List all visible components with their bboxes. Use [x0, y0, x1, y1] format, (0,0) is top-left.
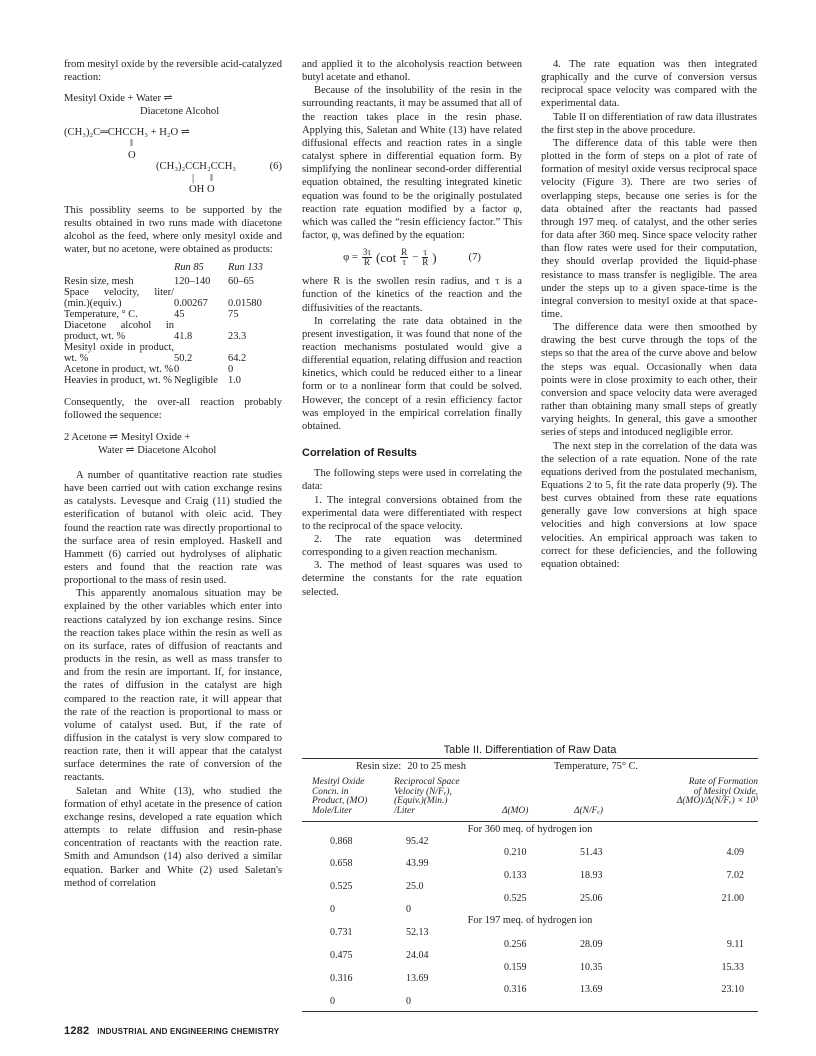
header-rate: Rate of Formation of Mesityl Oxide, Δ(MO)/Δ(N/Fᵥ) × 10³ — [676, 777, 758, 807]
cell-delta-mo: 0.133 — [504, 869, 527, 881]
table-row — [302, 984, 758, 995]
cell-empty — [502, 927, 558, 938]
cell-empty — [502, 836, 558, 847]
header-mo: Mesityl Oxide Concn. in Product, (MO) Mole/Liter — [312, 777, 368, 816]
journal-name: INDUSTRIAL AND ENGINEERING CHEMISTRY — [97, 1027, 280, 1036]
runs-row — [64, 276, 282, 287]
header-delta-nf: Δ(N/Fᵥ) — [574, 806, 603, 816]
page-number: 1282 — [64, 1025, 90, 1037]
cell-empty — [558, 904, 630, 915]
runs-value: Negligible — [174, 375, 218, 387]
runs-label: Mesityl oxide in product, wt. % — [64, 342, 174, 365]
equation-6 — [64, 127, 282, 196]
resin-size-label: Resin size: — [356, 761, 402, 772]
runs-label: Acetone in product, wt. % — [64, 364, 174, 376]
equation-line: ‖ — [130, 138, 133, 150]
cell-rate: 7.02 — [726, 869, 744, 881]
table-row — [302, 870, 758, 881]
equation-sequence — [64, 431, 282, 457]
cell-empty — [558, 927, 630, 938]
paragraph: 4. The rate equation was then integrated graphically and the curve of conversion versus reciprocal space velocity was compared with the experimental data. — [541, 59, 757, 110]
table-row — [302, 950, 758, 961]
runs-label: Resin size, mesh — [64, 276, 134, 288]
equation-7 — [302, 248, 522, 267]
table-body — [302, 822, 758, 1008]
cell-empty — [558, 881, 630, 892]
runs-value: 50.2 — [174, 353, 193, 365]
table-row — [302, 881, 758, 892]
table-row — [302, 904, 758, 915]
runs-row — [64, 342, 282, 364]
cell-empty — [630, 858, 758, 869]
cell-rate: 4.09 — [726, 847, 744, 858]
cell-rate: 9.11 — [726, 938, 744, 950]
equation-line: OH O — [189, 184, 215, 196]
table-row — [302, 927, 758, 938]
cell-delta-mo: 0.256 — [504, 938, 527, 950]
cell-empty — [302, 870, 394, 881]
table-group-heading: For 197 meq. of hydrogen ion — [467, 915, 593, 927]
paragraph: The difference data of this table were then plotted in the form of steps on a plot of rate of formation of mesityl oxide versus reciprocal space velocity (Figure 3). There are two series of overlapping steps, because one series is for the data obtained after the reactants had passed through 197 meq. of catalyst, and the other series for data after 360 meq. Since space velocity rather than flow rates were used for their computation, they should overlap provided the liquid-phase resistance to mass transfer is negligible. The area under the steps up to a given space-time is the integral conversion to mesityl oxide at that space-time. — [541, 137, 757, 320]
runs-row — [64, 375, 282, 386]
paragraph: The difference data were then smoothed by drawing the best curve through the tops of the steps so that the area of the curve above and below the steps was equal. Occasionally when data points were in close proximity to each other, their conversion and space velocity data were averaged rather than obtaining many small steps of greatly varying heights. In general, this gave a smoother series of steps and intoduced negligible error. — [541, 322, 757, 439]
cell-empty — [302, 939, 394, 950]
runs-table — [64, 262, 282, 386]
equation-line: (CH₃)₂CCH₂CCH₃ — [156, 161, 237, 173]
table-row — [302, 893, 758, 904]
paragraph: The next step in the correlation of the data was the selection of a rate equation. None of the rate equations derived from the postulated mechanism, Equations 2 to 5, fit the rate data properly (9). The best curves obtained from these rate equations generally gave low conversions at high space velocities and high conversions at low space velocities. An empirical approach was taken to correct for these deficiencies, and the following equation obtained: — [541, 440, 757, 570]
cell-empty — [630, 836, 758, 847]
cell-empty — [630, 950, 758, 961]
paragraph: 3. The method of least squares was used to determine the constants for the rate equation selected. — [302, 560, 522, 598]
table-subheader — [302, 759, 758, 775]
cell-empty — [302, 893, 394, 904]
runs-value: 0 — [228, 364, 234, 376]
runs-header: Run 85 — [174, 262, 204, 274]
denominator: R — [422, 257, 429, 268]
table-row — [302, 858, 758, 869]
cell-rate: 21.00 — [721, 892, 744, 904]
cell-delta-mo: 0.525 — [504, 892, 527, 904]
paragraph: Table II on differentiation of raw data illustrates the first step in the above procedure. — [541, 111, 757, 136]
cell-empty — [394, 893, 502, 904]
paragraph: The following steps were used in correlating the data: — [302, 468, 522, 493]
cell-delta-nf: 28.09 — [580, 938, 603, 950]
equation-part: ) — [432, 250, 437, 266]
cell-empty — [502, 996, 558, 1007]
table-row — [302, 939, 758, 950]
section-heading: Correlation of Results — [302, 447, 417, 460]
cell-empty — [558, 836, 630, 847]
resin-size-value: 20 to 25 mesh — [407, 761, 466, 772]
table-row — [302, 847, 758, 858]
numerator: R — [401, 247, 408, 258]
denominator: τ — [402, 257, 406, 268]
temperature-label: Temperature, 75° C. — [553, 761, 639, 772]
equation-part: − — [412, 252, 419, 264]
fraction — [362, 248, 372, 267]
cell-empty — [558, 858, 630, 869]
cell-empty — [394, 870, 502, 881]
runs-value: 0.00267 — [174, 298, 208, 310]
runs-row — [64, 309, 282, 320]
paragraph: A number of quantitative reaction rate studies have been carried out with cation exchange resins as catalysts. Levesque and Craig (11) studied the esterification of butanol with oleic acid. They found the reaction rate was directly proportional to the surface area of resin employed. Haskell and Hammett (6) carried out hydrolyses of aliphatic esters and found that the reaction rate was proportional to the mass of resin used. — [64, 469, 282, 587]
cell-recip-sv: 52.13 — [406, 927, 429, 939]
paragraph: 1. The integral conversions obtained from the experimental data were differentiated with respect to the reciprocal of the space velocity. — [302, 494, 522, 532]
equation-line: Mesityl Oxide + Water ⇌ — [64, 93, 173, 105]
equation-mesityl-water — [64, 92, 282, 118]
cell-empty — [630, 881, 758, 892]
runs-value: 75 — [228, 309, 239, 321]
cell-recip-sv: 0 — [406, 904, 411, 916]
cell-empty — [502, 858, 558, 869]
cell-empty — [502, 881, 558, 892]
cell-empty — [558, 973, 630, 984]
runs-value: 23.3 — [228, 331, 247, 343]
paragraph: In correlating the rate data obtained in the present investigation, it was found that none of the reaction mechanisms postulated would give a differential equation, relating diffusion and reaction kinetics, which could be reduced either to a linear form or to a nonlinear form that could be solved. However, the concept of a resin efficiency factor was employed in the empirical correlation finally obtained. — [302, 315, 522, 432]
cell-empty — [502, 973, 558, 984]
cell-mo: 0.731 — [330, 927, 353, 939]
paragraph: Because of the insolubility of the resin in the surrounding reactants, it may be assumed that all of the reaction takes place in the resin phase. Applying this, Saletan and White (13) have related diffusional effects and reaction rates in a single catalyst sphere in differential equation form. By simplifying the nonlinear second-order differential equation obtained, the resulting integrated kinetic equation was found to be the originally postulated reaction rate equation modified by a factor φ, which was called the “resin efficiency factor.” This factor, φ, was defined by the equation: — [302, 85, 522, 242]
cell-delta-nf: 18.93 — [580, 869, 603, 881]
cell-mo: 0.525 — [330, 881, 353, 893]
table-row — [302, 973, 758, 984]
paragraph: This possiblity seems to be supported by the results obtained in two runs made with diacetone alcohol as the feed, where only mesityl oxide and water, but no acetone, were obtained as products: — [64, 204, 282, 256]
runs-value: 0 — [174, 364, 180, 376]
header-delta-mo: Δ(MO) — [502, 806, 529, 816]
fraction — [400, 248, 408, 267]
numerator: τ — [423, 247, 427, 258]
equation-line: Diacetone Alcohol — [140, 106, 220, 118]
runs-label: Heavies in product, wt. % — [64, 375, 172, 387]
cell-delta-mo: 0.316 — [504, 984, 527, 996]
runs-value: 120–140 — [174, 276, 211, 288]
cell-delta-mo: 0.159 — [504, 961, 527, 973]
table-row — [302, 996, 758, 1007]
runs-header: Run 133 — [228, 262, 263, 274]
runs-label: Space velocity, liter/ (min.)(equiv.) — [64, 287, 174, 310]
cell-empty — [394, 984, 502, 995]
table-2 — [302, 744, 758, 1012]
runs-row — [64, 364, 282, 375]
cell-delta-nf: 13.69 — [580, 984, 603, 996]
equation-line: | ‖ — [192, 172, 213, 184]
cell-empty — [630, 973, 758, 984]
cell-empty — [302, 962, 394, 973]
equation-number: (6) — [269, 161, 282, 173]
cell-mo: 0.658 — [330, 858, 353, 870]
header-recip-sv: Reciprocal Space Velocity (N/Fᵥ), (Equiv.)(Min.) /Liter — [394, 777, 460, 816]
paragraph: where R is the swollen resin radius, and τ is a function of the kinetics of the reaction and the diffusivities of the reactants. — [302, 276, 522, 314]
cell-recip-sv: 13.69 — [406, 973, 429, 985]
equation-number: (7) — [468, 252, 481, 264]
cell-empty — [502, 950, 558, 961]
paragraph: Consequently, the over-all reaction probably followed the sequence: — [64, 397, 282, 422]
cell-empty — [558, 996, 630, 1007]
paragraph: and applied it to the alcoholysis reaction between butyl acetate and ethanol. — [302, 59, 522, 84]
table-rule — [302, 1011, 758, 1012]
paragraph: 2. The rate equation was determined corresponding to a given reaction mechanism. — [302, 534, 522, 559]
cell-delta-nf: 10.35 — [580, 961, 603, 973]
numerator: 3τ — [362, 247, 371, 258]
paragraph: Saletan and White (13), who studied the formation of ethyl acetate in the presence of cation exchange resins, developed a rate equation which attempts to relate diffusion and resin-phase concentration of reactants with the reaction rate. Smith and Amundson (14) also derived a similar equation. Barker and White (2) used Saletan's method of correlation — [64, 785, 282, 889]
cell-recip-sv: 25.0 — [406, 881, 424, 893]
cell-empty — [630, 996, 758, 1007]
equation-part: (cot — [375, 250, 397, 266]
runs-label: Temperature, ° C. — [64, 309, 138, 321]
cell-delta-nf: 51.43 — [580, 847, 603, 858]
cell-recip-sv: 43.99 — [406, 858, 429, 870]
cell-empty — [394, 847, 502, 858]
denominator: R — [363, 257, 370, 268]
page-footer — [64, 1025, 279, 1037]
runs-value: 1.0 — [228, 375, 241, 387]
column-2 — [302, 58, 522, 599]
runs-label: Diacetone alcohol in product, wt. % — [64, 320, 174, 343]
table-row — [302, 836, 758, 847]
runs-value: 41.8 — [174, 331, 193, 343]
cell-mo: 0.316 — [330, 973, 353, 985]
table-column-headers — [302, 775, 758, 821]
cell-delta-mo: 0.210 — [504, 847, 527, 858]
cell-empty — [302, 984, 394, 995]
cell-empty — [502, 904, 558, 915]
runs-row — [64, 320, 282, 342]
runs-header — [64, 262, 174, 276]
fraction — [422, 248, 428, 267]
cell-recip-sv: 95.42 — [406, 835, 429, 847]
cell-empty — [302, 847, 394, 858]
equation-line: 2 Acetone ⇌ Mesityl Oxide + — [64, 431, 191, 443]
paragraph: This apparently anomalous situation may be explained by the other variables which enter into reactions catalyzed by ion exchange resins. Since the reaction takes place within the resin as well as on its surface, rates of diffusion of reactants and products in the resin, as well as mass transfer to and from the resin are important. If, for instance, the rates of diffusion in the catalyst are high compared to the reaction rate, it will appear that the rate of the reaction is proportional to mass or volume of catalyst used. But, if the rate of diffusion in the catalyst is very slow compared to reaction rate, then it will appear that the catalyst surface determines the rate of conversion of the reactants. — [64, 588, 282, 784]
cell-mo: 0.868 — [330, 835, 353, 847]
cell-empty — [630, 904, 758, 915]
cell-recip-sv: 0 — [406, 995, 411, 1007]
runs-row — [64, 287, 282, 309]
cell-rate: 23.10 — [721, 984, 744, 996]
cell-recip-sv: 24.04 — [406, 950, 429, 962]
equation-line: (CH₃)₂C═CHCCH₃ + H₂O ⇌ — [64, 126, 190, 138]
runs-value: 45 — [174, 309, 185, 321]
runs-value: 60–65 — [228, 276, 254, 288]
equation-line: Water ⇌ Diacetone Alcohol — [98, 444, 217, 456]
cell-rate: 15.33 — [721, 961, 744, 973]
column-1 — [64, 58, 282, 890]
cell-mo: 0.475 — [330, 950, 353, 962]
cell-mo: 0 — [330, 995, 335, 1007]
cell-empty — [558, 950, 630, 961]
paragraph: from mesityl oxide by the reversible acid-catalyzed reaction: — [64, 59, 282, 84]
table-group-heading: For 360 meq. of hydrogen ion — [467, 823, 593, 835]
cell-empty — [630, 927, 758, 938]
table-row — [302, 962, 758, 973]
cell-empty — [394, 962, 502, 973]
cell-mo: 0 — [330, 904, 335, 916]
equation-line: O — [128, 149, 136, 161]
cell-delta-nf: 25.06 — [580, 892, 603, 904]
runs-value: 64.2 — [228, 353, 247, 365]
runs-value: 0.01580 — [228, 298, 262, 310]
cell-empty — [394, 939, 502, 950]
table-title: Table II. Differentiation of Raw Data — [443, 744, 617, 756]
column-3 — [541, 58, 757, 571]
equation-part: φ = — [343, 252, 358, 264]
